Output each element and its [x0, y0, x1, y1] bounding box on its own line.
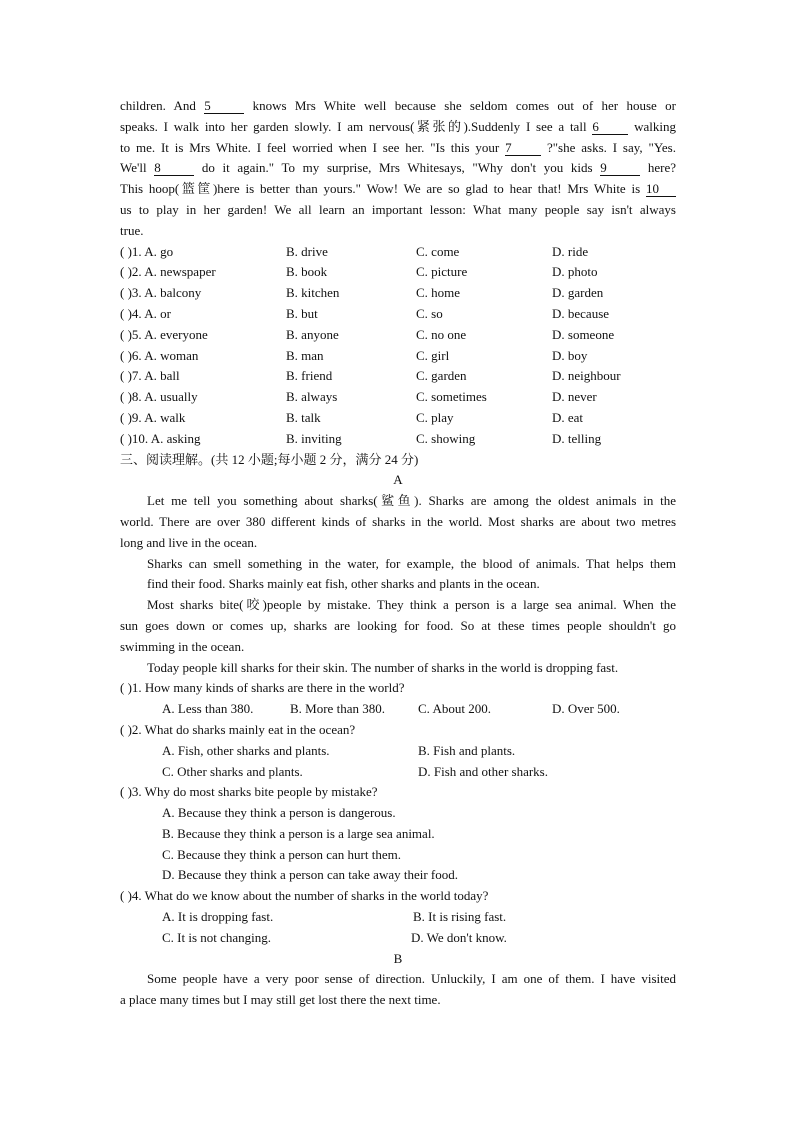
question-option-a[interactable]: ( )8. A. usually	[120, 389, 198, 405]
passage-a-label: A	[393, 472, 403, 488]
section-heading: 三、阅读理解。(共 12 小题;每小题 2 分，满分 24 分)	[120, 451, 419, 467]
cloze-question-row	[120, 366, 676, 387]
answer-row	[120, 907, 676, 928]
option-c[interactable]: C. Other sharks and plants.	[162, 763, 303, 779]
question-option-c[interactable]: C. home	[416, 285, 461, 301]
question-option-a[interactable]: ( )4. A. or	[120, 305, 171, 321]
blank-10[interactable]: 10	[646, 181, 676, 197]
question-option-b[interactable]: B. talk	[286, 409, 321, 425]
cloze-text: children. And	[120, 98, 205, 113]
blank-8[interactable]: 8	[154, 160, 194, 176]
question-option-d[interactable]: D. photo	[552, 264, 598, 280]
option-a[interactable]: A. Fish, other sharks and plants.	[162, 742, 330, 758]
passage-line: a place many times but I may still get lost there the next time.	[120, 992, 441, 1008]
question-option-c[interactable]: C. so	[416, 305, 443, 321]
cloze-question-row	[120, 387, 676, 408]
option-c[interactable]: C. Because they think a person can hurt them.	[162, 846, 401, 862]
answer-row	[120, 845, 676, 866]
question-option-b[interactable]: B. inviting	[286, 430, 342, 446]
passage-line: Most sharks bite(咬)people by mistake. They think a person is a large sea animal. When the	[147, 597, 676, 613]
question-option-c[interactable]: C. picture	[416, 264, 468, 280]
question-option-a[interactable]: ( )9. A. walk	[120, 409, 186, 425]
passage-line: Sharks can smell something in the water, for example, the blood of animals. That helps them	[147, 555, 676, 571]
cloze-text: ?"she asks. I say, "Yes.	[541, 139, 676, 155]
answer-row	[120, 928, 676, 949]
cloze-question-row	[120, 429, 676, 450]
option-b[interactable]: B. Fish and plants.	[418, 742, 516, 758]
question-option-d[interactable]: D. neighbour	[552, 368, 621, 384]
question-option-b[interactable]: B. friend	[286, 368, 333, 384]
question-option-d[interactable]: D. telling	[552, 430, 602, 446]
option-d[interactable]: D. We don't know.	[411, 929, 507, 945]
cloze-line	[120, 138, 676, 159]
blank-6[interactable]: 6	[592, 119, 628, 135]
question-option-d[interactable]: D. ride	[552, 243, 589, 259]
cloze-text: walking	[628, 118, 676, 134]
question-option-a[interactable]: ( )10. A. asking	[120, 430, 201, 446]
question-stem: ( )1. How many kinds of sharks are there in the world?	[120, 680, 405, 696]
exam-page	[120, 96, 676, 1011]
option-a[interactable]: A. It is dropping fast.	[162, 909, 274, 925]
passage-line: find their food. Sharks mainly eat fish, other sharks and plants in the ocean.	[147, 576, 540, 592]
question-option-a[interactable]: ( )5. A. everyone	[120, 326, 208, 342]
question-option-b[interactable]: B. man	[286, 347, 324, 363]
question-option-a[interactable]: ( )6. A. woman	[120, 347, 199, 363]
cloze-question-row	[120, 346, 676, 367]
cloze-line	[120, 179, 676, 200]
cloze-line: us to play in her garden! We all learn an important lesson: What many people say isn't always	[120, 201, 676, 217]
passage-a	[120, 491, 676, 678]
question-option-a[interactable]: ( )2. A. newspaper	[120, 264, 216, 280]
cloze-question-row	[120, 283, 676, 304]
option-b[interactable]: B. Because they think a person is a large sea animal.	[162, 825, 435, 841]
cloze-question-row	[120, 304, 676, 325]
question-option-d[interactable]: D. someone	[552, 326, 615, 342]
answer-row	[120, 824, 676, 845]
passage-b	[120, 969, 676, 1011]
option-d[interactable]: D. Fish and other sharks.	[418, 763, 548, 779]
question-stem: ( )4. What do we know about the number of sharks in the world today?	[120, 888, 489, 904]
cloze-line	[120, 117, 676, 138]
question-option-b[interactable]: B. always	[286, 389, 338, 405]
question-option-d[interactable]: D. boy	[552, 347, 588, 363]
passage-line: Today people kill sharks for their skin. The number of sharks in the world is dropping fast.	[147, 659, 619, 675]
cloze-line	[120, 96, 676, 117]
question-stem: ( )2. What do sharks mainly eat in the ocean?	[120, 721, 356, 737]
option-b[interactable]: B. It is rising fast.	[413, 909, 507, 925]
cloze-text: here?	[640, 160, 676, 176]
passage-line: sun goes down or comes up, sharks are looking for food. So at these times people shouldn't go	[120, 617, 676, 633]
question-option-c[interactable]: C. play	[416, 409, 454, 425]
question-option-c[interactable]: C. garden	[416, 368, 467, 384]
option-c[interactable]: C. It is not changing.	[162, 929, 272, 945]
cloze-text: speaks. I walk into her garden slowly. I am nervous(紧张的).Suddenly I see a tall	[120, 118, 593, 134]
passage-line: swimming in the ocean.	[120, 638, 245, 654]
question-option-a[interactable]: ( )1. A. go	[120, 243, 174, 259]
cloze-questions	[120, 242, 676, 450]
question-option-a[interactable]: ( )3. A. balcony	[120, 285, 202, 301]
option-c[interactable]: C. About 200.	[418, 701, 491, 717]
answer-row	[120, 803, 676, 824]
question-option-a[interactable]: ( )7. A. ball	[120, 368, 180, 384]
option-d[interactable]: D. Over 500.	[552, 701, 620, 717]
question-stem: ( )3. Why do most sharks bite people by mistake?	[120, 784, 378, 800]
passage-line: Let me tell you something about sharks(鲨鱼). Sharks are among the oldest animals in the	[147, 493, 676, 509]
cloze-question-row	[120, 242, 676, 263]
option-d[interactable]: D. Because they think a person can take away their food.	[162, 867, 459, 883]
passage-b-label: B	[393, 950, 403, 966]
question-option-c[interactable]: C. sometimes	[416, 389, 487, 405]
cloze-text: to me. It is Mrs White. I feel worried when I see her. "Is this your	[120, 139, 506, 155]
cloze-question-row	[120, 325, 676, 346]
cloze-text: We'll	[120, 160, 155, 176]
cloze-line	[120, 158, 676, 179]
question-option-d[interactable]: D. because	[552, 305, 610, 321]
blank-9[interactable]: 9	[600, 160, 640, 176]
question-option-c[interactable]: C. come	[416, 243, 460, 259]
question-option-d[interactable]: D. never	[552, 389, 597, 405]
answer-row	[120, 865, 676, 886]
passage-line: world. There are over 380 different kinds of sharks in the world. Most sharks are about two metres	[120, 513, 676, 529]
cloze-text: do it again." To my surprise, Mrs Whitesays, "Why don't you kids	[194, 160, 601, 176]
cloze-passage	[120, 96, 676, 242]
cloze-text: knows Mrs White well because she seldom comes out of her house or	[244, 98, 676, 113]
question-option-d[interactable]: D. eat	[552, 409, 584, 425]
option-a[interactable]: A. Because they think a person is dangerous.	[162, 805, 396, 821]
question-option-b[interactable]: B. kitchen	[286, 285, 340, 301]
cloze-question-row	[120, 262, 676, 283]
question-option-b[interactable]: B. but	[286, 305, 318, 321]
blank-7[interactable]: 7	[505, 140, 541, 156]
cloze-line: true.	[120, 222, 144, 238]
answer-row	[120, 741, 676, 762]
cloze-question-row	[120, 408, 676, 429]
blank-5[interactable]: 5	[204, 98, 244, 114]
question-option-c[interactable]: C. showing	[416, 430, 476, 446]
question-option-c[interactable]: C. no one	[416, 326, 467, 342]
question-option-b[interactable]: B. book	[286, 264, 328, 280]
answer-row	[120, 699, 676, 720]
question-option-c[interactable]: C. girl	[416, 347, 450, 363]
option-a[interactable]: A. Less than 380.	[162, 701, 254, 717]
answer-row	[120, 762, 676, 783]
question-option-d[interactable]: D. garden	[552, 285, 604, 301]
cloze-text: This hoop(篮筐)here is better than yours." Wow! We are so glad to hear that! Mrs White is	[120, 181, 646, 197]
option-b[interactable]: B. More than 380.	[290, 701, 385, 717]
passage-line: Some people have a very poor sense of direction. Unluckily, I am one of them. I have visited	[147, 971, 676, 987]
question-option-b[interactable]: B. drive	[286, 243, 328, 259]
passage-line: long and live in the ocean.	[120, 534, 258, 550]
question-option-b[interactable]: B. anyone	[286, 326, 339, 342]
